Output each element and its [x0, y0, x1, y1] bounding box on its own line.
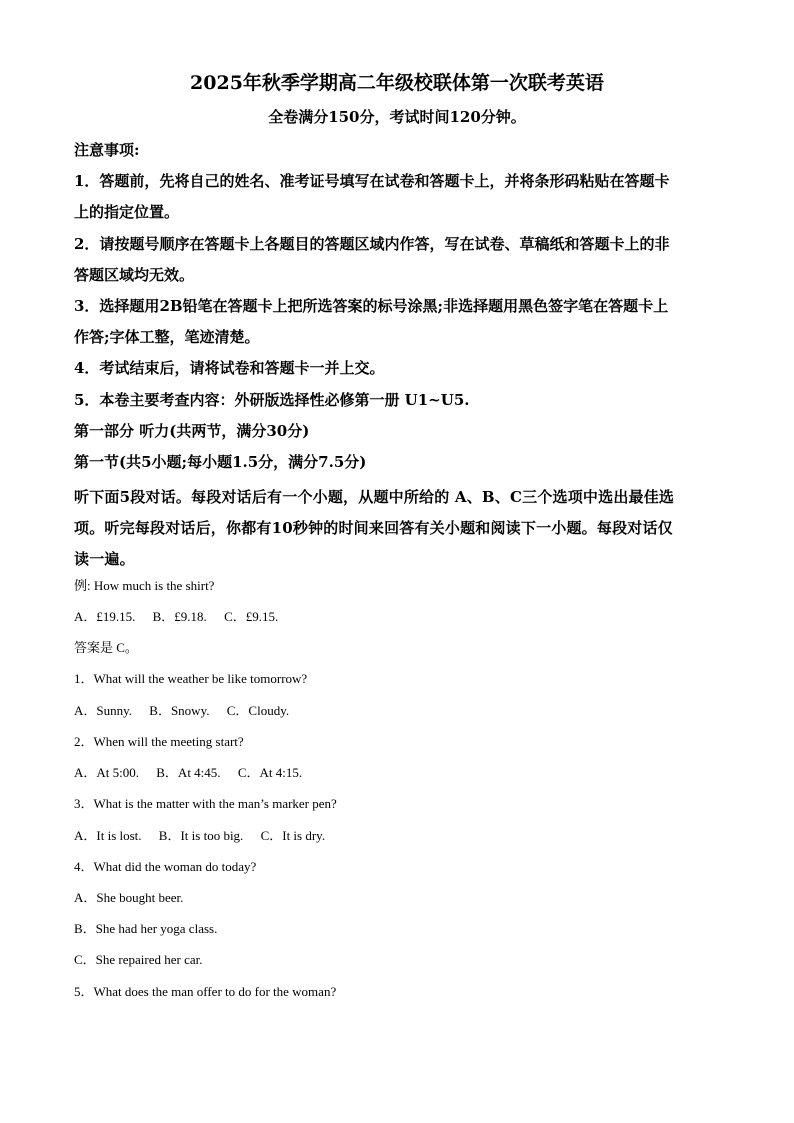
part-one-heading: 第一部分 听力(共两节，满分30分) — [74, 422, 310, 440]
question-1-options — [74, 702, 714, 720]
question-2-option-a: A．At 5:00. — [74, 765, 140, 780]
section-one-heading: 第一节(共5小题;每小题1.5分，满分7.5分) — [74, 453, 367, 471]
example-option-a: A．£19.15. — [74, 609, 136, 624]
notice-label: 注意事项: — [74, 141, 140, 159]
notice-item-3-line-2: 作答;字体工整，笔迹清楚。 — [74, 328, 260, 346]
question-3-option-c: C．It is dry. — [260, 828, 326, 843]
question-2-option-c: C．At 4:15. — [237, 765, 303, 780]
question-3-options — [74, 827, 714, 845]
instruction-line-1: 听下面5段对话。每段对话后有一个小题，从题中所给的 A、B、C三个选项中选出最佳选 — [74, 488, 675, 506]
question-4-option-c: C．She repaired her car. — [74, 952, 203, 967]
question-4-option-b: B．She had her yoga class. — [74, 921, 218, 936]
example-option-c: C．£9.15. — [224, 609, 279, 624]
question-1: 1．What will the weather be like tomorrow? — [74, 671, 308, 686]
question-1-option-b: B．Snowy. — [149, 703, 210, 718]
notice-item-3-line-1: 3．选择题用2B铅笔在答题卡上把所选答案的标号涂黑;非选择题用黑色签字笔在答题卡上 — [74, 297, 669, 315]
notice-item-1-line-1: 1．答题前，先将自己的姓名、准考证号填写在试卷和答题卡上，并将条形码粘贴在答题卡 — [74, 172, 670, 190]
question-2: 2．When will the meeting start? — [74, 734, 244, 749]
question-3-option-b: B．It is too big. — [158, 828, 244, 843]
example-question: 例: How much is the shirt? — [74, 578, 215, 593]
example-answer: 答案是 C。 — [74, 640, 138, 655]
notice-item-4: 4．考试结束后，请将试卷和答题卡一并上交。 — [74, 359, 385, 377]
notice-item-1-line-2: 上的指定位置。 — [74, 203, 180, 221]
question-2-options — [74, 764, 714, 782]
question-5: 5．What does the man offer to do for the woman? — [74, 984, 337, 999]
question-4: 4．What did the woman do today? — [74, 859, 257, 874]
example-options — [74, 608, 714, 626]
instruction-line-2: 项。听完每段对话后，你都有10秒钟的时间来回答有关小题和阅读下一小题。每段对话仅 — [74, 519, 673, 537]
instruction-line-3: 读一遍。 — [74, 550, 135, 568]
question-1-option-c: C．Cloudy. — [226, 703, 290, 718]
question-1-option-a: A．Sunny. — [74, 703, 133, 718]
question-4-option-a: A．She bought beer. — [74, 890, 184, 905]
page-title: 2025年秋季学期高二年级校联体第一次联考英语 — [190, 72, 604, 94]
question-3-option-a: A．It is lost. — [74, 828, 142, 843]
example-option-b: B．£9.18. — [152, 609, 207, 624]
question-3: 3．What is the matter with the man’s marker pen? — [74, 796, 337, 811]
listening-instructions — [74, 482, 714, 575]
question-2-option-b: B．At 4:45. — [156, 765, 221, 780]
notice-item-2-line-2: 答题区域均无效。 — [74, 266, 195, 284]
exam-subtitle: 全卷满分150分，考试时间120分钟。 — [268, 108, 526, 126]
notice-item-2-line-1: 2．请按题号顺序在答题卡上各题目的答题区域内作答，写在试卷、草稿纸和答题卡上的非 — [74, 235, 670, 253]
notice-item-5: 5．本卷主要考查内容：外研版选择性必修第一册 U1~U5. — [74, 391, 470, 409]
